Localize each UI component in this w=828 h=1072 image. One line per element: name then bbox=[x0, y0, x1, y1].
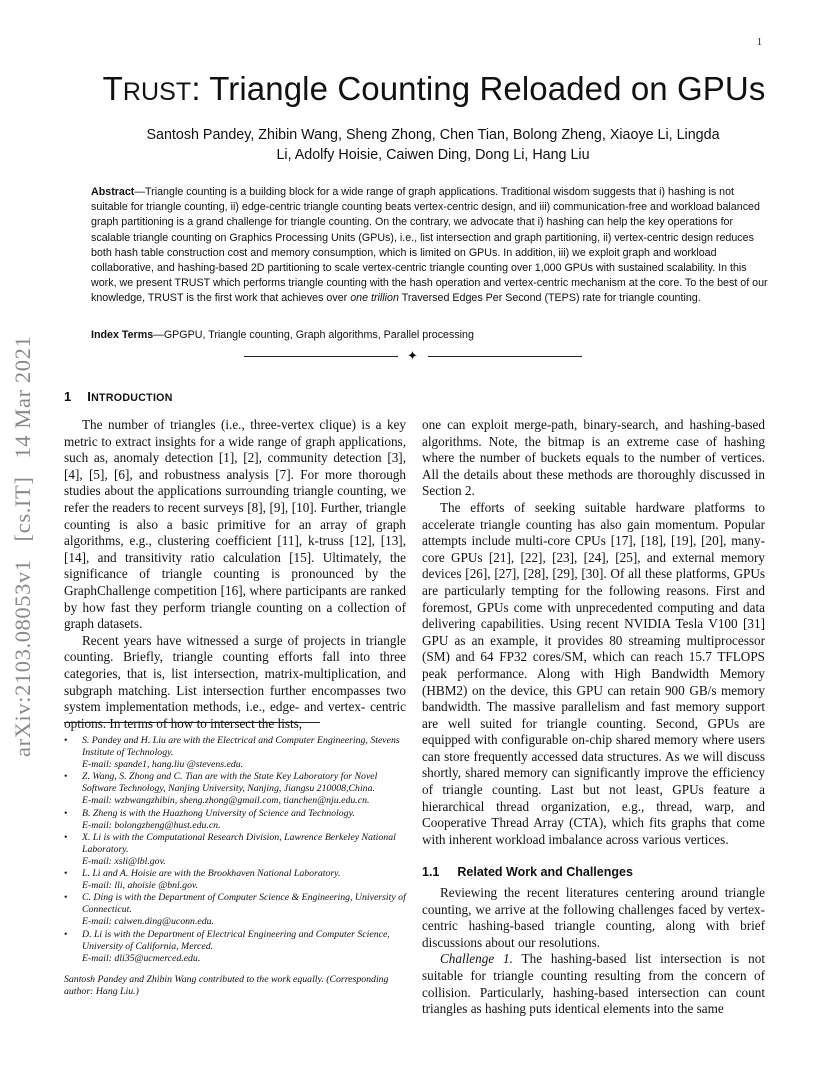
subsection-number: 1.1 bbox=[422, 865, 440, 879]
footnote-email: E-mail: caiwen.ding@uconn.edu. bbox=[82, 916, 214, 928]
paragraph bbox=[422, 951, 765, 1017]
divider-left bbox=[244, 356, 398, 357]
paragraph: The number of triangles (i.e., three-vertex clique) is a key metric to extract insights for a wide range of graph applications, such as, anomaly detection [1], [2], community detection [3], [4], [5], [6], and robustness analysis [7]. For more thorough studies about the applications surrounding triangle counting, we refer the readers to recent surveys [8], [9], [10]. Further, triangle counting is also a basic primitive for an array of graph algorithms, e.g., clustering coefficient [11], k-truss [12], [13], [14], and transitivity ratio calculation [15]. Ultimately, the significance of triangle counting is pronounced by the GraphChallenge competition [16], where participants are ranked by how fast they perform triangle counting on a collection of graph datasets. bbox=[64, 417, 406, 632]
footnotes bbox=[64, 735, 408, 998]
footnote-email: E-mail: xsli@lbl.gov. bbox=[82, 855, 166, 867]
section-title-initial: I bbox=[87, 389, 92, 404]
paragraph: Reviewing the recent literatures centering around triangle counting, we arrive at the following challenges faced by vertex-centric hashing-based triangle counting, along with brief discussions about our resolutions. bbox=[422, 885, 765, 950]
abstract-emphasis: one trillion bbox=[350, 292, 399, 305]
title-text: : Triangle Counting Reloaded on GPUs bbox=[191, 70, 766, 107]
footnote-email: E-mail: wzbwangzhibin, sheng.zhong@gmail.com, tianchen@nju.edu.cn. bbox=[82, 795, 370, 807]
left-column bbox=[64, 417, 406, 732]
title-prefix-smallcaps: RUST bbox=[122, 78, 192, 106]
arxiv-category: [cs.IT] bbox=[10, 476, 35, 542]
abstract-label: Abstract bbox=[91, 186, 135, 198]
abstract-tail: Traversed Edges Per Second (TEPS) rate for triangle counting. bbox=[398, 292, 701, 305]
arxiv-stamp bbox=[5, 0, 41, 757]
arxiv-date: 14 Mar 2021 bbox=[10, 335, 35, 459]
index-terms-label: Index Terms bbox=[91, 329, 154, 341]
footnote-item: • Z. Wang, S. Zhong and C. Tian are with the State Key Laboratory for Novel Software Technology, Nanjing University, Nanjing, Jiangsu 210008,China. E-mail: wzbwangzhibin, sheng.zhong@gmail.com, tianchen@nju.edu.cn. bbox=[64, 771, 408, 807]
section-title-rest: NTRODUCTION bbox=[91, 392, 173, 404]
footnote-item: • L. Li and A. Hoisie are with the Brookhaven National Laboratory. E-mail: lli, ahoisie @bnl.gov. bbox=[64, 868, 408, 892]
footnote-email: E-mail: bolongzheng@hust.edu.cn. bbox=[82, 819, 221, 831]
section-heading bbox=[64, 389, 173, 406]
footnote-rule bbox=[64, 722, 320, 723]
index-terms-text: —GPGPU, Triangle counting, Graph algorithms, Parallel processing bbox=[153, 329, 474, 341]
right-column-continued bbox=[422, 885, 765, 1018]
footnote-item: • S. Pandey and H. Liu are with the Electrical and Computer Engineering, Stevens Institute of Technology. E-mail: spande1, hang.liu @stevens.edu. bbox=[64, 735, 408, 771]
paragraph: The efforts of seeking suitable hardware platforms to accelerate triangle counting has also gain momentum. Popular attempts include multi-core CPUs [17], [18], [19], [20], many-core GPUs [21], [22], [23], [24], [25], and external memory devices [26], [27], [28], [29], [30]. Of all these platforms, GPUs are particularly tempting for the following reasons. First and foremost, GPUs come with unprecedented computing and data delivering capabilities. Using recent NVIDIA Tesla V100 [31] GPU as an example, it provides 80 streaming multiprocessor (SM) and 64 FP32 cores/SM, which can reach 15.7 TFLOPS peak performance. Along with High Bandwidth Memory (HBM2) on the device, this GPU can retain 900 GB/s memory bandwidth. The massive parallelism and fast memory support are well suited for triangle counting. Second, GPUs are equipped with configurable on-chip shared memory where users can store frequently accessed data structures. As we will discuss shortly, shared memory can significantly improve the efficiency of triangle counting. Last but not least, GPUs feature a hierarchical thread organization, e.g., thread, warp, and Cooperative Thread Array (CTA), which fits graphs that come with inherent workload imbalance across various vertices. bbox=[422, 499, 765, 847]
abstract bbox=[91, 185, 768, 307]
subsection-title: Related Work and Challenges bbox=[457, 865, 633, 879]
footnote-email: E-mail: spande1, hang.liu @stevens.edu. bbox=[82, 759, 244, 771]
footnote-email: E-mail: lli, ahoisie @bnl.gov. bbox=[82, 880, 199, 892]
index-terms bbox=[91, 328, 768, 343]
contribution-note: Santosh Pandey and Zhibin Wang contributed to the work equally. (Corresponding author: Hang Liu.) bbox=[64, 973, 389, 997]
diamond-ornament: ✦ bbox=[407, 348, 418, 363]
paragraph: one can exploit merge-path, binary-search, and hashing-based algorithms. Note, the bitmap is an extreme case of hashing where the number of buckets equals to the number of vertices. All the details about these methods are thoroughly discussed in Section 2. bbox=[422, 417, 765, 499]
subsection-heading bbox=[422, 864, 633, 880]
challenge-text: The hashing-based list intersection is not suitable for triangle counting resulting from the concern of collision. Particularly, hashing-based intersection can count triangles as hashing puts identical elements into the same bbox=[422, 951, 765, 1017]
footnote-item: • B. Zheng is with the Huazhong University of Science and Technology. E-mail: bolongzheng@hust.edu.cn. bbox=[64, 808, 408, 832]
author-list: Santosh Pandey, Zhibin Wang, Sheng Zhong, Chen Tian, Bolong Zheng, Xiaoye Li, Lingda Li, Adolfy Hoisie, Caiwen Ding, Dong Li, Hang Liu bbox=[146, 127, 720, 163]
paper-title bbox=[60, 66, 808, 115]
page-number: 1 bbox=[757, 37, 762, 48]
title-prefix-initial: T bbox=[102, 70, 123, 107]
footnote-email: E-mail: dli35@ucmerced.edu. bbox=[82, 952, 201, 964]
footnote-item: • X. Li is with the Computational Research Division, Lawrence Berkeley National Laboratory. E-mail: xsli@lbl.gov. bbox=[64, 832, 408, 868]
section-number: 1 bbox=[64, 389, 72, 404]
divider-right bbox=[428, 356, 582, 357]
right-column bbox=[422, 417, 765, 848]
footnote-item: • D. Li is with the Department of Electrical Engineering and Computer Science, University of California, Merced. E-mail: dli35@ucmerced.edu. bbox=[64, 929, 408, 965]
abstract-text: —Triangle counting is a building block for a wide range of graph applications. Traditional wisdom suggests that i) hashing is not suitable for triangle counting, ii) edge-centric triangle counting beats vertex-centric design, and iii) communication-free and workload balanced graph partitioning is a grand challenge for triangle counting. On the contrary, we advocate that i) hashing can help the key operations for scalable triangle counting on Graphics Processing Units (GPUs), i.e., list intersection and graph partitioning, ii) vertex-centric design reduces both hash table construction cost and memory consumption, which is limited on GPUs. In addition, iii) we exploit graph and workload collaborative, and hashing-based 2D partitioning to scale vertex-centric triangle counting over 1,000 GPUs with sustained scalability. In this work, we present TRUST which performs triangle counting with the hash operation and vertex-centric mechanism at the core. To the best of our knowledge, TRUST is the first work that achieves over bbox=[91, 186, 768, 305]
arxiv-id[interactable]: arXiv:2103.08053v1 bbox=[10, 559, 35, 757]
footnote-item: • C. Ding is with the Department of Computer Science & Engineering, University of Connecticut. E-mail: caiwen.ding@uconn.edu. bbox=[64, 892, 408, 928]
paragraph: Recent years have witnessed a surge of projects in triangle counting. Briefly, triangle counting efforts fall into three categories, that is, list intersection, matrix-multiplication, and subgraph matching. List intersection further encompasses two system implementation methods, i.e., edge- and vertex- centric options. In terms of how to intersect the lists, bbox=[64, 632, 406, 731]
challenge-label: Challenge 1. bbox=[440, 951, 513, 967]
